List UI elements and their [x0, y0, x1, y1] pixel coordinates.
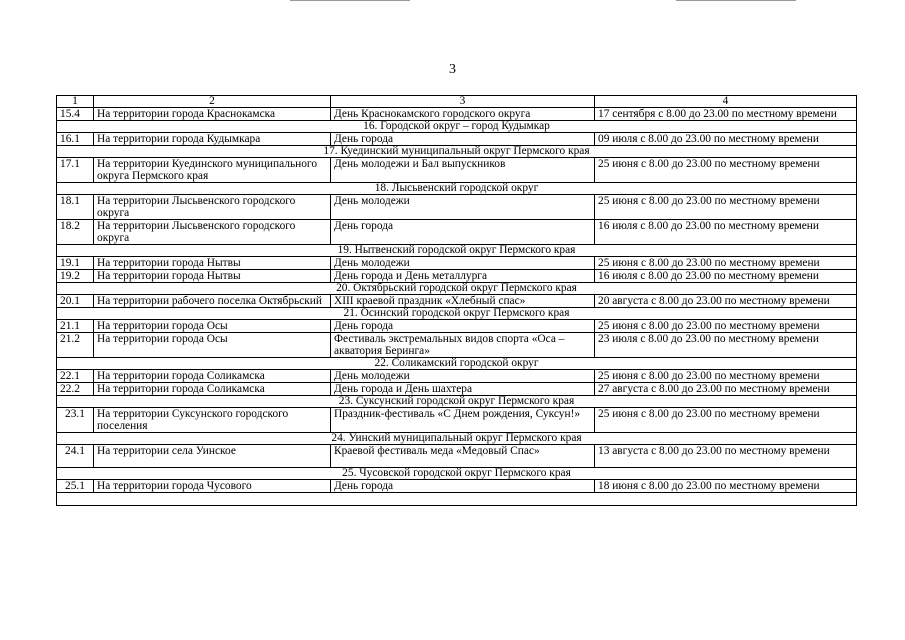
section-title: 17. Куединский муниципальный округ Пермского края	[57, 146, 857, 158]
row-date: 09 июля с 8.00 до 23.00 по местному времени	[595, 133, 857, 146]
column-header-4: 4	[595, 96, 857, 108]
table-row	[57, 108, 857, 121]
table-row	[57, 370, 857, 383]
row-number: 18.1	[57, 195, 94, 220]
page-number: 3	[449, 62, 456, 77]
row-place: На территории города Осы	[94, 320, 331, 333]
section-header-row	[57, 283, 857, 295]
section-header-row	[57, 245, 857, 257]
row-date: 25 июня с 8.00 до 23.00 по местному времени	[595, 158, 857, 183]
row-event: День Краснокамского городского округа	[331, 108, 595, 121]
row-event: День города и День шахтера	[331, 383, 595, 396]
row-number: 24.1	[57, 445, 94, 468]
row-number: 19.1	[57, 257, 94, 270]
section-header-row	[57, 308, 857, 320]
row-event: День города	[331, 220, 595, 245]
events-table	[56, 95, 857, 506]
row-date: 25 июня с 8.00 до 23.00 по местному времени	[595, 257, 857, 270]
section-header-row	[57, 121, 857, 133]
row-date: 27 августа с 8.00 до 23.00 по местному времени	[595, 383, 857, 396]
table-row	[57, 195, 857, 220]
row-date: 17 сентября с 8.00 до 23.00 по местному времени	[595, 108, 857, 121]
row-event: Краевой фестиваль меда «Медовый Спас»	[331, 445, 595, 468]
section-header-row	[57, 396, 857, 408]
table-bottom-spacer-cell	[57, 493, 857, 506]
row-number: 22.2	[57, 383, 94, 396]
top-edge-rule-left	[290, 0, 410, 1]
section-header-row	[57, 433, 857, 445]
table-row	[57, 320, 857, 333]
row-place: На территории рабочего поселка Октябрьский	[94, 295, 331, 308]
section-title: 24. Уинский муниципальный округ Пермского края	[57, 433, 857, 445]
section-title: 19. Нытвенский городской округ Пермского края	[57, 245, 857, 257]
table-row	[57, 270, 857, 283]
column-header-1: 1	[57, 96, 94, 108]
section-header-row	[57, 146, 857, 158]
row-event: Праздник-фестиваль «С Днем рождения, Суксун!»	[331, 408, 595, 433]
row-number: 21.1	[57, 320, 94, 333]
table-row	[57, 220, 857, 245]
row-date: 25 июня с 8.00 до 23.00 по местному времени	[595, 408, 857, 433]
table-row	[57, 480, 857, 493]
section-title: 20. Октябрьский городской округ Пермского края	[57, 283, 857, 295]
row-event: XIII краевой праздник «Хлебный спас»	[331, 295, 595, 308]
row-number: 19.2	[57, 270, 94, 283]
row-event: День города	[331, 133, 595, 146]
row-place: На территории города Соликамска	[94, 383, 331, 396]
row-event: День молодежи	[331, 195, 595, 220]
row-place: На территории города Чусового	[94, 480, 331, 493]
row-date: 16 июля с 8.00 до 23.00 по местному времени	[595, 270, 857, 283]
column-header-2: 2	[94, 96, 331, 108]
row-event: День молодежи и Бал выпускников	[331, 158, 595, 183]
row-place: На территории города Соликамска	[94, 370, 331, 383]
row-date: 18 июня с 8.00 до 23.00 по местному времени	[595, 480, 857, 493]
table-row	[57, 158, 857, 183]
row-place: На территории города Кудымкара	[94, 133, 331, 146]
table-bottom-spacer	[57, 493, 857, 506]
row-date: 25 июня с 8.00 до 23.00 по местному времени	[595, 195, 857, 220]
row-place: На территории города Осы	[94, 333, 331, 358]
row-date: 13 августа с 8.00 до 23.00 по местному времени	[595, 445, 857, 468]
row-place: На территории Куединского муниципального округа Пермского края	[94, 158, 331, 183]
row-date: 16 июля с 8.00 до 23.00 по местному времени	[595, 220, 857, 245]
table-row	[57, 445, 857, 468]
column-header-3: 3	[331, 96, 595, 108]
table-header-row	[57, 96, 857, 108]
table-row	[57, 295, 857, 308]
section-title: 16. Городской округ – город Кудымкар	[57, 121, 857, 133]
row-number: 25.1	[57, 480, 94, 493]
row-place: На территории города Краснокамска	[94, 108, 331, 121]
table-row	[57, 133, 857, 146]
row-event: Фестиваль экстремальных видов спорта «Оса – акватория Беринга»	[331, 333, 595, 358]
section-title: 18. Лысьвенский городской округ	[57, 183, 857, 195]
row-event: День города	[331, 480, 595, 493]
row-event: День молодежи	[331, 370, 595, 383]
row-number: 20.1	[57, 295, 94, 308]
row-place: На территории Суксунского городского поселения	[94, 408, 331, 433]
row-place: На территории села Уинское	[94, 445, 331, 468]
row-date: 25 июня с 8.00 до 23.00 по местному времени	[595, 370, 857, 383]
top-edge-rule-right	[676, 0, 796, 1]
section-title: 22. Соликамский городской округ	[57, 358, 857, 370]
row-number: 21.2	[57, 333, 94, 358]
row-date: 25 июня с 8.00 до 23.00 по местному времени	[595, 320, 857, 333]
row-place: На территории Лысьвенского городского округа	[94, 220, 331, 245]
row-number: 22.1	[57, 370, 94, 383]
row-number: 17.1	[57, 158, 94, 183]
row-date: 20 августа с 8.00 до 23.00 по местному времени	[595, 295, 857, 308]
row-event: День молодежи	[331, 257, 595, 270]
section-header-row	[57, 358, 857, 370]
row-place: На территории Лысьвенского городского округа	[94, 195, 331, 220]
row-place: На территории города Нытвы	[94, 257, 331, 270]
section-title: 21. Осинский городской округ Пермского края	[57, 308, 857, 320]
section-title: 23. Суксунский городской округ Пермского края	[57, 396, 857, 408]
table-row	[57, 333, 857, 358]
section-header-row	[57, 183, 857, 195]
section-title: 25. Чусовской городской округ Пермского края	[57, 468, 857, 480]
section-header-row	[57, 468, 857, 480]
row-event: День города	[331, 320, 595, 333]
table-row	[57, 383, 857, 396]
row-place: На территории города Нытвы	[94, 270, 331, 283]
row-number: 18.2	[57, 220, 94, 245]
table-row	[57, 257, 857, 270]
table-row	[57, 408, 857, 433]
row-number: 15.4	[57, 108, 94, 121]
row-date: 23 июля с 8.00 до 23.00 по местному времени	[595, 333, 857, 358]
row-number: 23.1	[57, 408, 94, 433]
row-number: 16.1	[57, 133, 94, 146]
row-event: День города и День металлурга	[331, 270, 595, 283]
